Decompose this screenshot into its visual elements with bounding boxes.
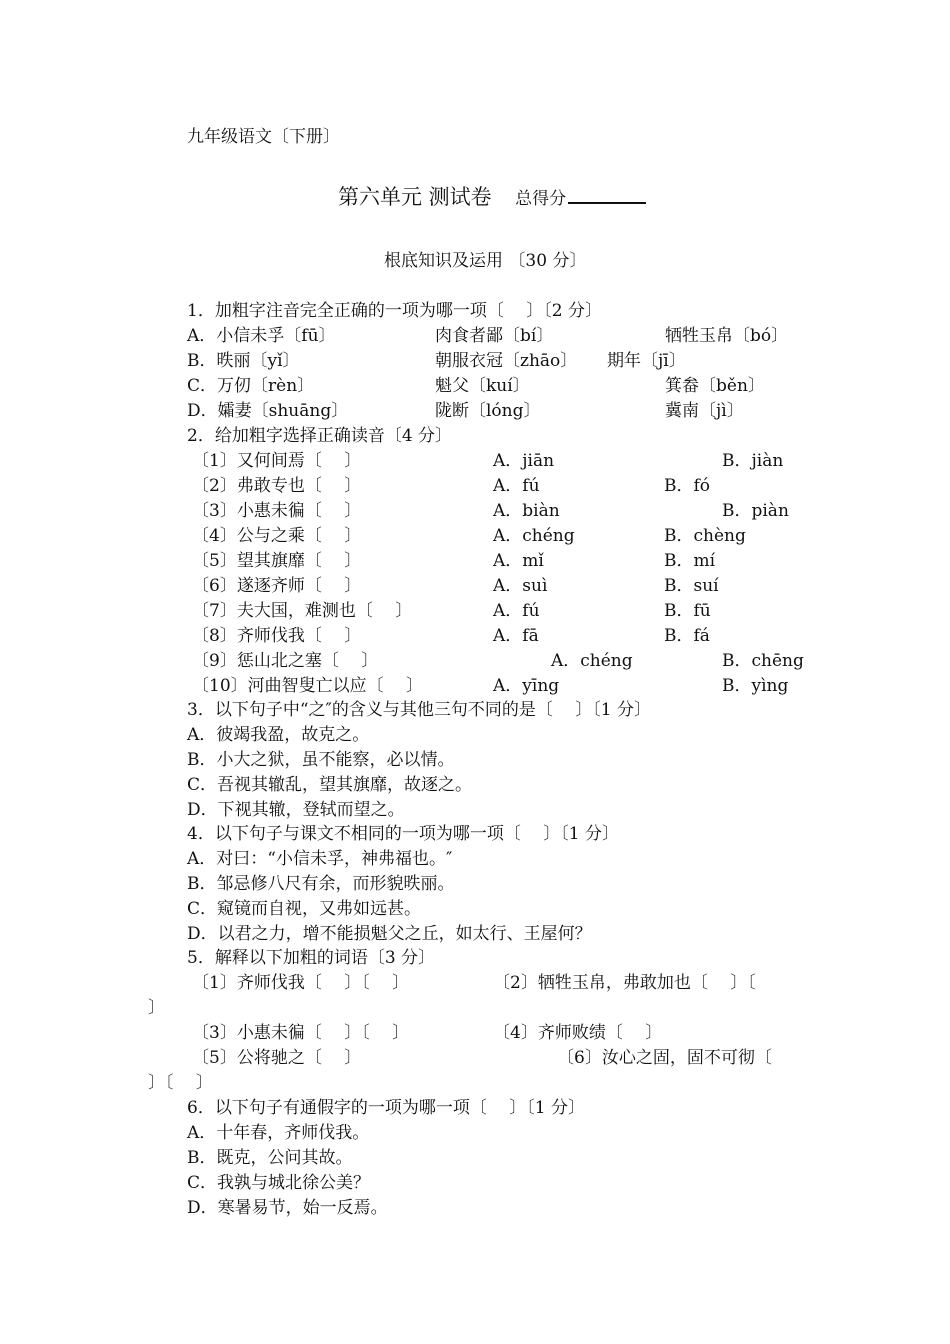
q4-option-b: B．邹忌修八尺有余，而形貌昳丽。 <box>187 874 455 894</box>
q6-option-c: C．我孰与城北徐公美？ <box>187 1173 371 1193</box>
q3-option-d: D．下视其辙，登轼而望之。 <box>187 800 405 820</box>
q1-b-3: 期年〔jī〕 <box>607 351 686 371</box>
q2-item-7: 〔7〕夫大国，难测也〔 〕 <box>192 601 413 621</box>
q4-stem: 4．以下句子与课文不相同的一项为哪一项〔 〕〔1 分〕 <box>187 824 619 844</box>
q1-b-1: B．昳丽〔yǐ〕 <box>187 351 300 371</box>
q5-item-2: 〔2〕牺牲玉帛，弗敢加也〔 〕〔 <box>493 973 756 993</box>
q4-option-c: C．窥镜而自视，又弗如远甚。 <box>187 899 422 919</box>
q2-item-2: 〔2〕弗敢专也〔 〕 <box>192 476 362 496</box>
q5-item-6: 〔6〕汝心之固，固不可彻〔 <box>557 1048 772 1068</box>
score-label: 总得分 <box>515 189 567 209</box>
q2-item-2-b: B．fó <box>664 476 711 496</box>
q5-item-1: 〔1〕齐师伐我〔 〕〔 〕 <box>192 973 410 993</box>
q2-item-8-b: B．fá <box>664 626 710 646</box>
q1-d-1: D．孀妻〔shuāng〕 <box>187 401 349 421</box>
q2-item-10-b: B．yìng <box>722 676 789 696</box>
page-title <box>338 186 646 210</box>
q3-stem: 3．以下句子中“之″的含义与其他三句不同的是〔 〕〔1 分〕 <box>187 700 651 720</box>
q2-item-2-a: A．fú <box>493 476 540 496</box>
q5-item-6-tail: 〕〔 〕 <box>148 1073 213 1093</box>
q3-option-a: A．彼竭我盈，故克之。 <box>187 725 370 745</box>
q2-item-1: 〔1〕又何间焉〔 〕 <box>192 451 362 471</box>
q2-item-9-a: A．chéng <box>551 651 633 671</box>
q2-item-5: 〔5〕望其旗靡〔 〕 <box>192 551 362 571</box>
q2-item-5-a: A．mǐ <box>493 551 544 571</box>
q1-a-3: 牺牲玉帛〔bó〕 <box>665 326 789 346</box>
q1-b-2: 朝服衣冠〔zhāo〕 <box>435 351 578 371</box>
q2-item-6-b: B．suí <box>664 576 719 596</box>
score-blank <box>568 186 646 204</box>
q6-option-d: D．寒暑易节，始一反焉。 <box>187 1198 388 1218</box>
q2-item-3-b: B．piàn <box>722 501 789 521</box>
q1-a-2: 肉食者鄙〔bí〕 <box>435 326 554 346</box>
q2-item-8-a: A．fā <box>493 626 539 646</box>
q2-item-6: 〔6〕遂逐齐师〔 〕 <box>192 576 362 596</box>
q2-item-10-a: A．yīng <box>493 676 560 696</box>
q3-option-c: C．吾视其辙乱，望其旗靡，故逐之。 <box>187 775 473 795</box>
q5-item-2-tail: 〕 <box>148 998 165 1018</box>
q2-item-8: 〔8〕齐师伐我〔 〕 <box>192 626 362 646</box>
q1-a-1: A．小信未孚〔fū〕 <box>187 326 336 346</box>
course-header: 九年级语文〔下册〕 <box>187 127 340 147</box>
q2-item-5-b: B．mí <box>664 551 716 571</box>
q2-item-3: 〔3〕小惠未徧〔 〕 <box>192 501 362 521</box>
q2-item-10: 〔10〕河曲智叟亡以应〔 〕 <box>192 676 424 696</box>
q4-option-a: A．对曰：“小信未孚，神弗福也。″ <box>187 849 453 869</box>
q1-c-2: 魁父〔kuí〕 <box>435 376 530 396</box>
section-heading: 根底知识及运用 〔30 分〕 <box>384 251 587 271</box>
q2-item-7-a: A．fú <box>493 601 540 621</box>
q2-item-4: 〔4〕公与之乘〔 〕 <box>192 526 362 546</box>
q1-c-1: C．万仞〔rèn〕 <box>187 376 315 396</box>
q6-option-b: B．既克，公问其故。 <box>187 1148 353 1168</box>
q6-option-a: A．十年春，齐师伐我。 <box>187 1123 370 1143</box>
q2-stem: 2．给加粗字选择正确读音〔4 分〕 <box>187 426 453 446</box>
q2-item-7-b: B．fū <box>664 601 711 621</box>
q1-d-3: 冀南〔jì〕 <box>665 401 744 421</box>
title-main: 第六单元 测试卷 <box>338 185 492 209</box>
q2-item-6-a: A．suì <box>493 576 548 596</box>
q2-item-4-b: B．chèng <box>664 526 746 546</box>
q2-item-9: 〔9〕惩山北之塞〔 〕 <box>192 651 379 671</box>
q1-c-3: 箕畚〔běn〕 <box>665 376 765 396</box>
q4-option-d: D．以君之力，增不能损魁父之丘，如太行、王屋何？ <box>187 924 592 944</box>
q5-item-5: 〔5〕公将驰之〔 〕 <box>192 1048 362 1068</box>
q2-item-4-a: A．chéng <box>493 526 575 546</box>
q6-stem: 6．以下句子有通假字的一项为哪一项〔 〕〔1 分〕 <box>187 1098 585 1118</box>
q5-item-4: 〔4〕齐师败绩〔 〕 <box>493 1023 663 1043</box>
q2-item-1-a: A．jiān <box>493 451 555 471</box>
q1-stem: 1．加粗字注音完全正确的一项为哪一项〔 〕〔2 分〕 <box>187 301 602 321</box>
q2-item-1-b: B．jiàn <box>722 451 784 471</box>
q2-item-9-b: B．chēng <box>722 651 804 671</box>
q3-option-b: B．小大之狱，虽不能察，必以情。 <box>187 750 455 770</box>
q5-stem: 5．解释以下加粗的词语〔3 分〕 <box>187 948 436 968</box>
q5-item-3: 〔3〕小惠未徧〔 〕〔 〕 <box>192 1023 410 1043</box>
q2-item-3-a: A．biàn <box>493 501 560 521</box>
q1-d-2: 陇断〔lóng〕 <box>435 401 541 421</box>
